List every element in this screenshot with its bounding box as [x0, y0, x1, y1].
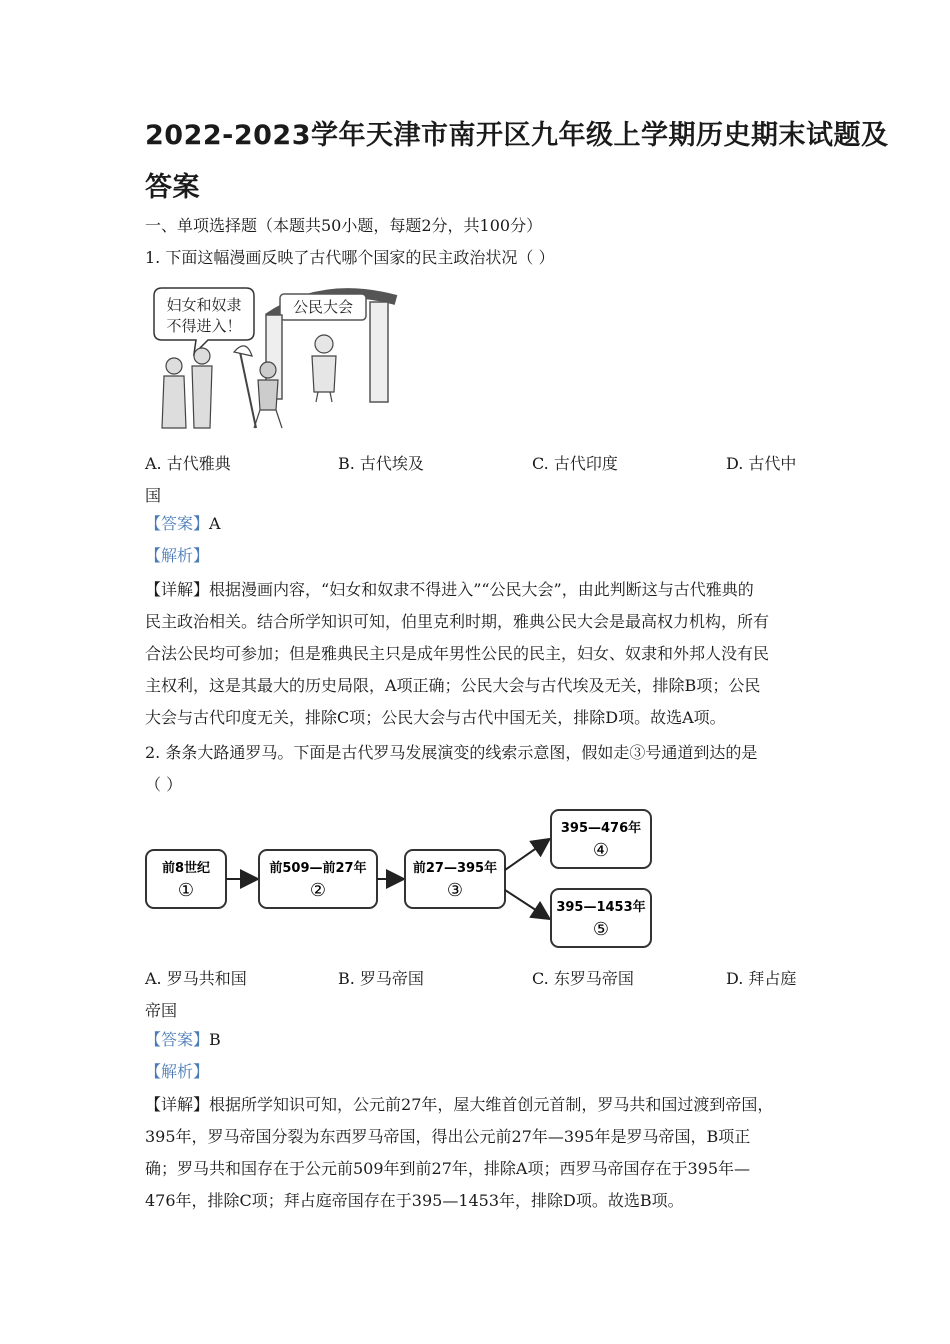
flow-box-2-period: 前509—前27年: [269, 861, 367, 876]
flow-box-4-num: ④: [592, 840, 610, 861]
q1-detail-text-1: 根据漫画内容，“妇女和奴隶不得进入”“公民大会”，由此判断这与古代雅典的: [209, 580, 754, 599]
q1-detail-line-4: 主权利，这是其最大的历史局限，A项正确；公民大会与古代埃及无关，排除B项；公民: [145, 676, 761, 695]
flow-box-3-period: 前27—395年: [412, 861, 498, 876]
q1-option-a: A. 古代雅典: [145, 454, 231, 473]
q2-option-d-wrap: 帝国: [145, 1001, 178, 1020]
flow-box-5-num: ⑤: [592, 919, 610, 940]
flow-box-4-period: 395—476年: [560, 821, 642, 836]
flow-box-1-num: ①: [177, 880, 195, 901]
q1-detail-line-3: 合法公民均可参加；但是雅典民主只是成年男性公民的民主，妇女、奴隶和外邦人没有民: [145, 644, 770, 663]
q1-option-d: D. 古代中: [726, 454, 797, 473]
q2-option-d: D. 拜占庭: [726, 969, 797, 988]
flow-box-3-num: ③: [446, 880, 464, 901]
slave-figure: [192, 348, 212, 428]
q1-answer-value: A: [209, 514, 221, 533]
flow-box-1-period: 前8世纪: [161, 861, 211, 876]
speech-line-2: 不得进入！: [166, 317, 242, 335]
q1-stem: 1. 下面这幅漫画反映了古代哪个国家的民主政治状况（ ）: [145, 248, 555, 267]
q2-analysis-tag: 【解析】: [145, 1062, 210, 1081]
q1-detail-tag: 【详解】: [145, 580, 210, 599]
q2-detail-line-2: 395年，罗马帝国分裂为东西罗马帝国，得出公元前27年—395年是罗马帝国，B项正: [145, 1127, 751, 1146]
q2-flow-diagram: [140, 800, 660, 960]
woman-figure: [162, 358, 186, 428]
q1-answer-tag: 【答案】: [145, 514, 210, 533]
q2-answer-value: B: [209, 1030, 221, 1049]
q2-detail-text-1: 根据所学知识可知，公元前27年，屋大维首创元首制，罗马共和国过渡到帝国，: [209, 1095, 774, 1114]
citizen-figure: [312, 335, 336, 402]
q2-stem-line-2: （ ）: [145, 775, 183, 794]
q2-answer: [145, 1024, 221, 1056]
flow-arrow-4: [505, 890, 548, 918]
q2-detail-line-4: 476年，排除C项；拜占庭帝国存在于395—1453年，排除D项。故选B项。: [145, 1191, 684, 1210]
q1-detail-line-1: [145, 574, 754, 606]
q2-answer-tag: 【答案】: [145, 1030, 210, 1049]
q1-answer: [145, 508, 221, 540]
q1-option-c: C. 古代印度: [532, 454, 618, 473]
flow-box-2-num: ②: [309, 880, 327, 901]
q2-option-a: A. 罗马共和国: [145, 969, 247, 988]
gate-pillar-right: [370, 302, 388, 402]
q1-detail-line-5: 大会与古代印度无关，排除C项；公民大会与古代中国无关，排除D项。故选A项。: [145, 708, 726, 727]
q2-option-c: C. 东罗马帝国: [532, 969, 634, 988]
speech-line-1: 妇女和奴隶: [166, 296, 242, 314]
q2-detail-tag: 【详解】: [145, 1095, 210, 1114]
page-title: 2022-2023学年天津市南开区九年级上学期历史期末试题及: [145, 120, 889, 151]
section-heading: 一、单项选择题（本题共50小题，每题2分，共100分）: [145, 216, 543, 235]
q1-option-b: B. 古代埃及: [338, 454, 424, 473]
q1-analysis-tag: 【解析】: [145, 546, 210, 565]
flow-arrow-3: [505, 840, 548, 870]
q1-option-d-wrap: 国: [145, 486, 162, 505]
q2-detail-line-1: [145, 1089, 773, 1121]
q1-cartoon: [148, 280, 418, 435]
gate-sign-text: 公民大会: [292, 298, 354, 316]
q1-detail-line-2: 民主政治相关。结合所学知识可知，伯里克利时期，雅典公民大会是最高权力机构，所有: [145, 612, 770, 631]
q2-stem-line-1: 2. 条条大路通罗马。下面是古代罗马发展演变的线索示意图，假如走③号通道到达的是: [145, 743, 758, 762]
page-title-cont: 答案: [145, 172, 200, 203]
q2-detail-line-3: 确；罗马共和国存在于公元前509年到前27年，排除A项；西罗马帝国存在于395年—: [145, 1159, 750, 1178]
flow-box-5-period: 395—1453年: [556, 900, 646, 915]
q2-option-b: B. 罗马帝国: [338, 969, 424, 988]
